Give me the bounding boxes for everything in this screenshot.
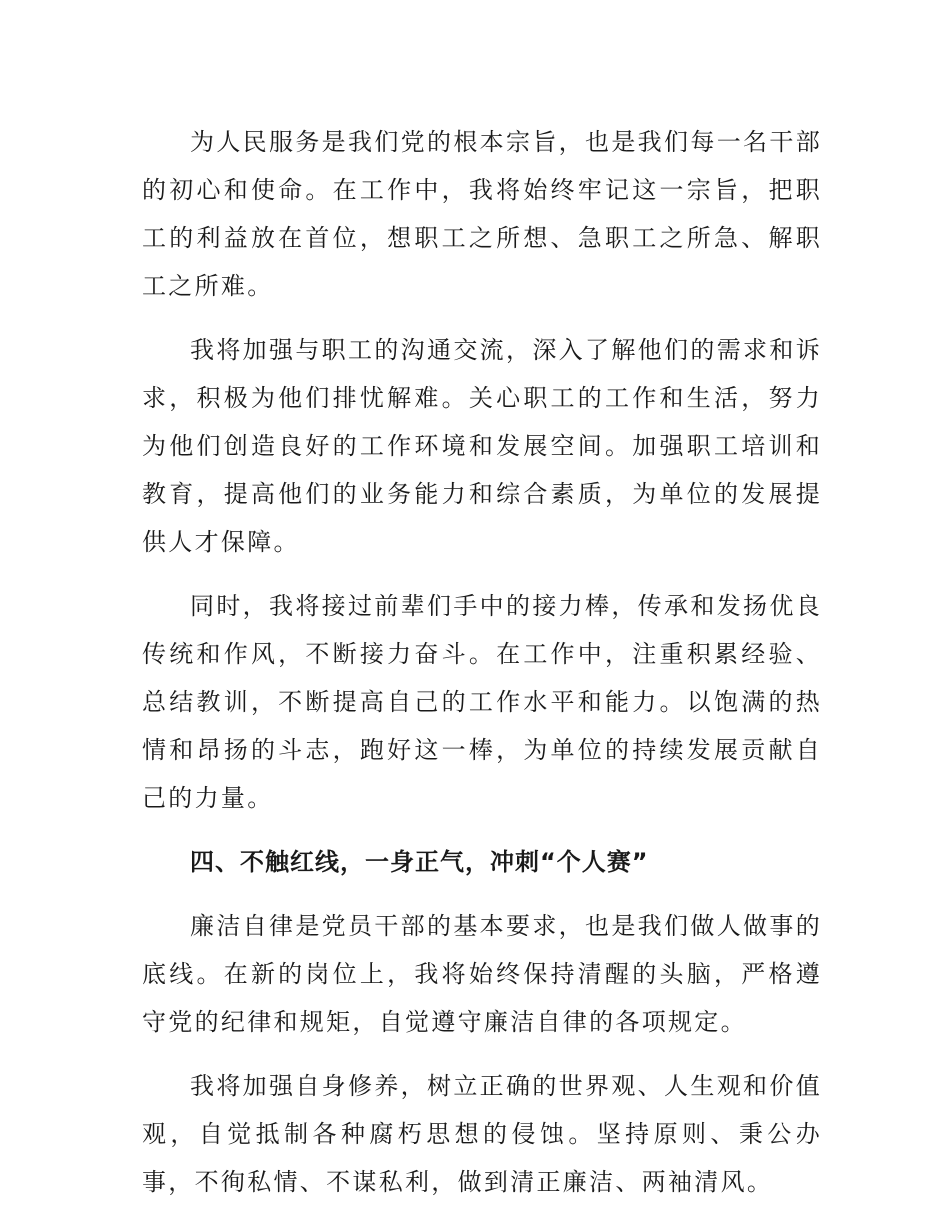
body-paragraph: 同时，我将接过前辈们手中的接力棒，传承和发扬优良传统和作风，不断接力奋斗。在工作中，注重积累经验、总结教训，不断提高自己的工作水平和能力。以饱满的热情和昂扬的斗志，跑好这一棒，为单位的持续发展贡献自己的力量。	[142, 592, 822, 812]
body-paragraph: 我将加强自身修养，树立正确的世界观、人生观和价值观，自觉抵制各种腐朽思想的侵蚀。坚持原则、秉公办事，不徇私情、不谋私利，做到清正廉洁、两袖清风。	[142, 1072, 822, 1196]
body-paragraph: 廉洁自律是党员干部的基本要求，也是我们做人做事的底线。在新的岗位上，我将始终保持清醒的头脑，严格遵守党的纪律和规矩，自觉遵守廉洁自律的各项规定。	[142, 912, 822, 1036]
body-paragraph: 为人民服务是我们党的根本宗旨，也是我们每一名干部的初心和使命。在工作中，我将始终牢记这一宗旨，把职工的利益放在首位，想职工之所想、急职工之所急、解职工之所难。	[142, 128, 822, 300]
document-page	[142, 118, 822, 1222]
section-heading: 四、不触红线，一身正气，冲刺“个人赛”	[190, 848, 649, 876]
body-paragraph: 我将加强与职工的沟通交流，深入了解他们的需求和诉求，积极为他们排忧解难。关心职工的工作和生活，努力为他们创造良好的工作环境和发展空间。加强职工培训和教育，提高他们的业务能力和综合素质，为单位的发展提供人才保障。	[142, 336, 822, 556]
